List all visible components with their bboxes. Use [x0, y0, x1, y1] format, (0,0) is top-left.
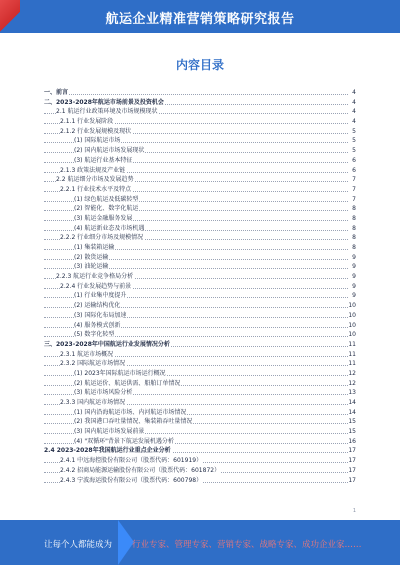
toc-entry-page: 4 — [348, 117, 356, 127]
toc-entry-label: (2) 智能化、数字化航运 — [74, 205, 139, 213]
toc-entry-label: 2.2.1 行业技术水平及特点 — [60, 185, 132, 193]
toc-entry-page: 9 — [348, 262, 356, 272]
toc-entry-label: (1) 绿色航运及低碳转型 — [74, 195, 139, 203]
toc-entry-label: (2) 我国港口吞吐量情况、集装箱吞吐量情况 — [74, 418, 193, 426]
report-title: 航运企业精准营销策略研究报告 — [105, 12, 295, 27]
toc-entry-page: 16 — [348, 437, 356, 445]
toc-entry[interactable] — [44, 233, 356, 243]
toc-entry-page: 9 — [348, 253, 356, 263]
toc-entry-label: 2.4.1 中远海控股份有限公司（股票代码：601919） — [60, 457, 203, 465]
toc-entry-page: 8 — [348, 243, 356, 253]
toc-entry[interactable] — [44, 466, 356, 476]
toc-entry[interactable] — [44, 175, 356, 185]
toc-entry[interactable] — [44, 136, 356, 146]
toc-entry[interactable] — [44, 379, 356, 389]
toc-entry-page: 5 — [348, 127, 356, 137]
toc-entry[interactable] — [44, 262, 356, 272]
toc-entry-label: 2.2 航运细分市场及发展趋势 — [56, 176, 134, 184]
toc-entry-page: 17 — [348, 457, 356, 465]
toc-entry-page: 6 — [348, 156, 356, 166]
toc-entry-label: (3) 航运金融服务发展 — [74, 214, 133, 222]
toc-dot-leader — [44, 94, 348, 95]
toc-entry-label: (1) 国内沿海航运市场、内河航运市场情况 — [74, 408, 187, 416]
toc-entry-page: 4 — [348, 88, 356, 98]
toc-entry-label: (1) 国际航运市场 — [74, 137, 121, 145]
table-of-contents — [44, 88, 356, 485]
toc-entry-label: 2.1.2 行业发展规模及现状 — [60, 127, 132, 135]
toc-entry[interactable] — [44, 456, 356, 466]
toc-entry[interactable] — [44, 156, 356, 166]
toc-entry-page: 7 — [348, 185, 356, 195]
toc-entry[interactable] — [44, 282, 356, 292]
toc-entry-label: (1) 集装箱运输 — [74, 244, 115, 251]
toc-entry-label: (1) 行业集中度提升 — [74, 292, 127, 300]
toc-entry-page: 11 — [348, 340, 356, 348]
toc-entry[interactable] — [44, 311, 356, 321]
toc-entry[interactable] — [44, 388, 356, 398]
toc-entry[interactable] — [44, 195, 356, 205]
toc-entry[interactable] — [44, 437, 356, 447]
toc-entry[interactable] — [44, 408, 356, 418]
toc-entry[interactable] — [44, 185, 356, 195]
toc-heading: 内容目录 — [175, 58, 224, 72]
toc-entry-label: (1) 2023年国际航运市场运行概况 — [74, 369, 166, 377]
toc-entry-page: 17 — [348, 466, 356, 474]
toc-entry[interactable] — [44, 321, 356, 331]
toc-entry-label: 2.4.2 招商局能源运输股份有限公司（股票代码：601872） — [60, 466, 221, 474]
toc-entry-label: (2) 航运运价、航运供需、船舶订单情况 — [74, 379, 181, 387]
toc-entry-label: (2) 运输结构优化 — [74, 302, 121, 310]
toc-entry-page: 11 — [348, 360, 356, 368]
toc-entry-page: 8 — [348, 224, 356, 234]
toc-entry[interactable] — [44, 291, 356, 301]
toc-entry-label: (3) 航运市场风险分析 — [74, 389, 133, 397]
toc-entry-label: 2.3.2 国际航运市场情况 — [60, 360, 126, 368]
toc-entry-label: 三、2023-2028年中国航运行业发展情况分析 — [44, 340, 170, 348]
toc-entry[interactable] — [44, 98, 356, 108]
toc-entry-page: 8 — [348, 204, 356, 214]
toc-entry-label: 2.1 航运行业政策环境及市场规模现状 — [56, 108, 158, 116]
toc-entry-page: 15 — [348, 418, 356, 426]
toc-entry-label: (3) 国际化布局加速 — [74, 311, 127, 319]
toc-entry-page: 17 — [348, 476, 356, 484]
toc-entry-label: (2) 国内航运市场发展现状 — [74, 147, 145, 155]
toc-entry[interactable] — [44, 272, 356, 282]
toc-entry-label: 2.3.3 国内航运市场情况 — [60, 399, 126, 406]
toc-entry-page: 17 — [348, 447, 356, 455]
toc-entry[interactable] — [44, 214, 356, 224]
toc-entry[interactable] — [44, 88, 356, 98]
toc-entry-label: (5) 数字化转型 — [74, 331, 115, 339]
footer-bar — [0, 520, 400, 565]
toc-entry-page: 12 — [348, 369, 356, 377]
toc-entry-page: 9 — [348, 282, 356, 292]
toc-entry[interactable] — [44, 243, 356, 253]
page-number: 1 — [352, 508, 356, 514]
toc-entry[interactable] — [44, 446, 356, 456]
toc-entry-label: (3) 国内航运市场发展前景 — [74, 428, 145, 436]
toc-entry[interactable] — [44, 398, 356, 408]
toc-entry-page: 4 — [348, 98, 356, 108]
toc-entry[interactable] — [44, 146, 356, 156]
toc-entry-page: 4 — [348, 107, 356, 117]
footer-slogan-right: 行业专家、管理专家、营销专家、战略专家、成功企业家…… — [132, 540, 362, 550]
toc-entry-label: 2.2.4 行业发展趋势与前景 — [60, 282, 132, 290]
toc-entry-label: 2.2.2 行业细分市场及规模情况 — [60, 234, 144, 242]
toc-entry-page: 6 — [348, 166, 356, 176]
toc-entry[interactable] — [44, 359, 356, 369]
toc-entry[interactable] — [44, 369, 356, 379]
toc-entry-label: 2.3.1 航运市场概况 — [60, 350, 114, 358]
toc-entry-page: 8 — [348, 214, 356, 224]
toc-entry-page: 10 — [348, 321, 356, 329]
toc-entry[interactable] — [44, 340, 356, 350]
toc-entry-page: 14 — [348, 408, 356, 416]
toc-entry-label: (4) 航运新业态及市场机遇 — [74, 224, 145, 232]
toc-entry[interactable] — [44, 330, 356, 340]
toc-entry[interactable] — [44, 166, 356, 176]
toc-entry-page: 13 — [348, 389, 356, 397]
toc-entry[interactable] — [44, 253, 356, 263]
toc-entry[interactable] — [44, 224, 356, 234]
toc-entry-label: (3) 油轮运输 — [74, 263, 109, 271]
toc-entry[interactable] — [44, 427, 356, 437]
toc-entry[interactable] — [44, 350, 356, 360]
toc-entry-label: 2.4 2023-2028年我国航运行业重点企业分析 — [44, 447, 171, 455]
toc-entry-label: 二、2023-2028年航运市场前景及投资机会 — [44, 98, 164, 106]
toc-entry-page: 9 — [348, 272, 356, 282]
toc-entry[interactable] — [44, 107, 356, 117]
toc-entry-page: 9 — [348, 291, 356, 301]
toc-entry-label: 一、前言 — [44, 89, 69, 96]
toc-entry-page: 7 — [348, 195, 356, 205]
toc-entry-page: 5 — [348, 146, 356, 156]
toc-entry-label: 2.1.1 行业发展阶段 — [60, 118, 114, 126]
toc-entry-page: 5 — [348, 136, 356, 146]
toc-entry-label: 2.4.3 宁波海运股份有限公司（股票代码：600798） — [60, 476, 203, 484]
toc-entry-page: 10 — [348, 302, 356, 310]
toc-entry-page: 10 — [348, 331, 356, 339]
toc-entry-label: 2.2.3 航运行业竞争格局分析 — [56, 273, 134, 281]
toc-entry[interactable] — [44, 476, 356, 486]
toc-entry[interactable] — [44, 117, 356, 127]
toc-entry[interactable] — [44, 127, 356, 137]
toc-entry[interactable] — [44, 417, 356, 427]
toc-entry-page: 8 — [348, 233, 356, 243]
toc-entry-label: (3) 航运行业基本特征 — [74, 156, 133, 164]
toc-entry[interactable] — [44, 204, 356, 214]
toc-entry-label: (2) 散货运输 — [74, 253, 109, 261]
toc-entry-page: 7 — [348, 175, 356, 185]
footer-slogan-left: 让每个人都能成为 — [44, 540, 113, 550]
toc-entry-page: 14 — [348, 399, 356, 406]
toc-entry-page: 10 — [348, 311, 356, 319]
toc-entry-label: (4) "双循环"背景下航运发展机遇分析 — [74, 437, 174, 445]
toc-entry-page: 11 — [348, 350, 356, 358]
toc-entry[interactable] — [44, 301, 356, 311]
toc-entry-label: 2.1.3 政策法规及产业链 — [60, 166, 126, 174]
toc-entry-page: 15 — [348, 428, 356, 436]
header-bar — [0, 0, 400, 33]
toc-entry-page: 12 — [348, 379, 356, 387]
toc-entry-label: (4) 服务模式创新 — [74, 321, 121, 329]
